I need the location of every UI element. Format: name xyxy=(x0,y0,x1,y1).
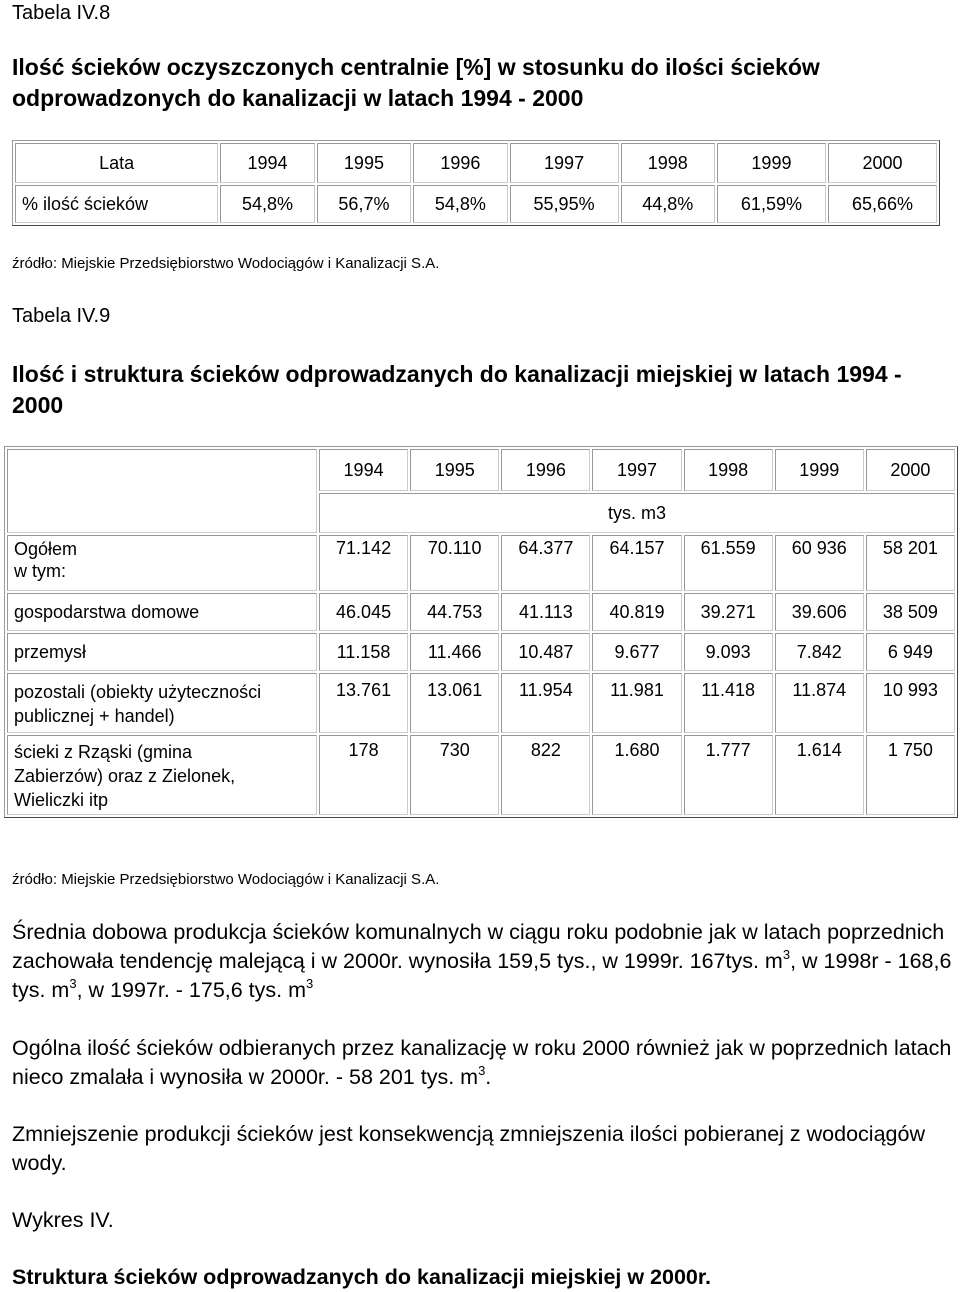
table9-row xyxy=(7,593,955,631)
table8-header-row xyxy=(15,143,937,183)
table9-cell: 730 xyxy=(410,735,499,815)
table8-header-cell: 1998 xyxy=(621,143,715,183)
table9-cell: 46.045 xyxy=(319,593,408,631)
table9-unit-cell: tys. m3 xyxy=(319,493,955,533)
table9-cell: 70.110 xyxy=(410,535,499,591)
table8-header-cell: 2000 xyxy=(828,143,937,183)
table9-title: Ilość i struktura ścieków odprowadzanych do kanalizacji miejskiej w latach 1994 - 2000 xyxy=(12,361,902,418)
table9-row-label-line: publicznej + handel) xyxy=(14,706,175,726)
table9-cell: 64.157 xyxy=(592,535,681,591)
table9-cell: 41.113 xyxy=(501,593,590,631)
table9-cell: 178 xyxy=(319,735,408,815)
table9-cell: 39.606 xyxy=(775,593,864,631)
table9-total-row xyxy=(7,535,955,591)
table9-year-cell: 1999 xyxy=(775,449,864,491)
table9-year-cell: 1997 xyxy=(592,449,681,491)
table8-cell: 55,95% xyxy=(510,185,619,223)
table9-cell: 40.819 xyxy=(592,593,681,631)
table9-cell: 11.418 xyxy=(684,673,773,733)
table8-cell: 56,7% xyxy=(317,185,411,223)
table9-year-row xyxy=(7,449,955,491)
table9-total-sublabel: w tym: xyxy=(14,561,66,581)
table8-header-cell: 1994 xyxy=(220,143,314,183)
table9-corner-cell xyxy=(7,449,317,533)
table8-cell: 54,8% xyxy=(220,185,314,223)
table9-row xyxy=(7,633,955,671)
table9-row-label-line: Zabierzów) oraz z Zielonek, xyxy=(14,766,236,786)
table8-header-cell: 1997 xyxy=(510,143,619,183)
table8-header-cell: 1995 xyxy=(317,143,411,183)
table9-cell: 61.559 xyxy=(684,535,773,591)
table9-cell: 71.142 xyxy=(319,535,408,591)
paragraph-total-amount xyxy=(12,1034,952,1092)
paragraph-text: , w 1998r - 168,6 tys. m xyxy=(12,949,952,1002)
paragraph-daily-production xyxy=(12,918,952,1005)
table9-cell: 39.271 xyxy=(684,593,773,631)
table9-cell: 11.158 xyxy=(319,633,408,671)
paragraph-text: . xyxy=(485,1065,492,1089)
table8-data-row xyxy=(15,185,937,223)
table9-row-label-line: pozostali (obiekty użyteczności xyxy=(14,682,262,702)
table8-cell: 61,59% xyxy=(717,185,826,223)
table9-cell: 6 949 xyxy=(866,633,955,671)
table9-cell: 64.377 xyxy=(501,535,590,591)
table9-cell: 13.761 xyxy=(319,673,408,733)
table9-cell: 7.842 xyxy=(775,633,864,671)
table9-cell: 11.874 xyxy=(775,673,864,733)
table8-title: Ilość ścieków oczyszczonych centralnie [%] w stosunku do ilości ścieków odprowadzonych do kanalizacji w latach 1994 - 2000 xyxy=(12,54,820,111)
table9-year-cell: 1995 xyxy=(410,449,499,491)
table9-cell: 9.677 xyxy=(592,633,681,671)
paragraph-reduction: Zmniejszenie produkcji ścieków jest konsekwencją zmniejszenia ilości pobieranej z wodociągów wody. xyxy=(12,1122,925,1175)
table9-row-label-line: Wieliczki itp xyxy=(14,790,109,810)
table9 xyxy=(4,446,958,818)
paragraph-text: Średnia dobowa produkcja ścieków komunalnych w ciągu roku podobnie jak w latach poprzednich zachowała tendencję malejącą i w 2000r. wynosiła 159,5 tys., w 1999r. 167tys. m xyxy=(12,920,945,973)
table9-row-label xyxy=(7,673,317,733)
superscript: 3 xyxy=(478,1063,486,1078)
table9-cell: 11.954 xyxy=(501,673,590,733)
table9-cell: 1.680 xyxy=(592,735,681,815)
table9-row-label-line: ścieki z Rząski (gmina xyxy=(14,742,193,762)
table9-cell: 44.753 xyxy=(410,593,499,631)
superscript: 3 xyxy=(69,976,77,991)
table9-cell: 9.093 xyxy=(684,633,773,671)
table9-cell: 38 509 xyxy=(866,593,955,631)
table9-year-cell: 2000 xyxy=(866,449,955,491)
table9-row-label xyxy=(7,535,317,591)
table9-year-cell: 1994 xyxy=(319,449,408,491)
table8-row-label: % ilość ścieków xyxy=(15,185,218,223)
table8-source: źródło: Miejskie Przedsiębiorstwo Wodociągów i Kanalizacji S.A. xyxy=(12,255,440,272)
table9-source: źródło: Miejskie Przedsiębiorstwo Wodociągów i Kanalizacji S.A. xyxy=(12,871,440,888)
table9-row-label xyxy=(7,735,317,815)
table9-cell: 11.981 xyxy=(592,673,681,733)
table8 xyxy=(12,140,940,226)
table8-header-cell: 1996 xyxy=(413,143,507,183)
table9-row xyxy=(7,673,955,733)
table9-cell: 58 201 xyxy=(866,535,955,591)
table8-cell: 44,8% xyxy=(621,185,715,223)
table8-header-cell: 1999 xyxy=(717,143,826,183)
table9-row-label: przemysł xyxy=(7,633,317,671)
table9-label: Tabela IV.9 xyxy=(12,305,111,327)
table9-cell: 10 993 xyxy=(866,673,955,733)
table9-total-label: Ogółem xyxy=(14,539,78,559)
table9-cell: 13.061 xyxy=(410,673,499,733)
table9-cell: 60 936 xyxy=(775,535,864,591)
table9-year-cell: 1998 xyxy=(684,449,773,491)
table9-row-label: gospodarstwa domowe xyxy=(7,593,317,631)
table8-cell: 65,66% xyxy=(828,185,937,223)
table9-cell: 822 xyxy=(501,735,590,815)
table9-cell: 11.466 xyxy=(410,633,499,671)
table8-label: Tabela IV.8 xyxy=(12,2,111,24)
table9-cell: 1 750 xyxy=(866,735,955,815)
superscript: 3 xyxy=(782,947,791,962)
chart-label: Wykres IV. xyxy=(12,1208,114,1232)
paragraph-text: , w 1997r. - 175,6 tys. m xyxy=(76,978,307,1002)
table9-year-cell: 1996 xyxy=(501,449,590,491)
table8-cell: 54,8% xyxy=(413,185,507,223)
chart-title: Struktura ścieków odprowadzanych do kanalizacji miejskiej w 2000r. xyxy=(12,1265,712,1289)
table9-row xyxy=(7,735,955,815)
table9-cell: 1.777 xyxy=(684,735,773,815)
superscript: 3 xyxy=(306,976,314,991)
table9-cell: 1.614 xyxy=(775,735,864,815)
paragraph-text: Ogólna ilość ścieków odbieranych przez kanalizację w roku 2000 również jak w poprzednich latach nieco zmalała i wynosiła w 2000r. - 58 201 tys. m xyxy=(12,1036,952,1089)
table9-cell: 10.487 xyxy=(501,633,590,671)
table8-header-cell: Lata xyxy=(15,143,218,183)
